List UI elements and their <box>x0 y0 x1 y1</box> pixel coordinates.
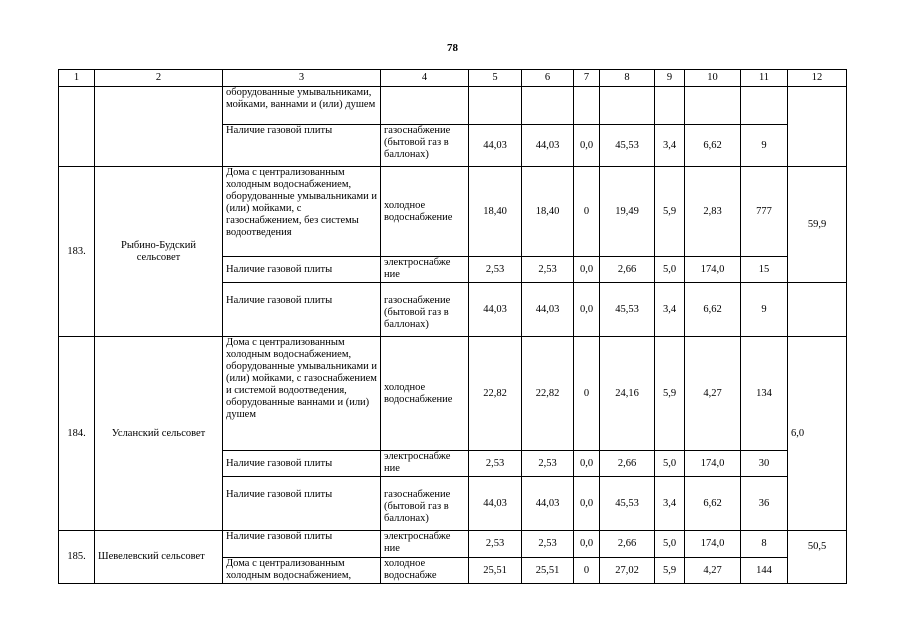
value-col6: 2,53 <box>522 531 574 558</box>
page-number: 78 <box>447 42 458 54</box>
service-type: холодное водоснабжение <box>381 167 469 257</box>
col-header: 7 <box>574 70 600 87</box>
col-header: 5 <box>469 70 522 87</box>
value-col11: 144 <box>741 558 788 584</box>
value-col12 <box>788 87 847 167</box>
value-col7: 0,0 <box>574 257 600 283</box>
settlement-number: 185. <box>59 531 95 584</box>
col-header: 12 <box>788 70 847 87</box>
housing-description: Наличие газовой плиты <box>223 477 381 531</box>
value-col12: 59,9 <box>788 167 847 283</box>
value-col7: 0 <box>574 337 600 451</box>
table-row <box>59 167 847 257</box>
col-header: 8 <box>600 70 655 87</box>
housing-description: Дома с централизованным холодным водоснабжением, <box>223 558 381 584</box>
value-col10: 174,0 <box>685 531 741 558</box>
housing-description: Дома с централизованным холодным водоснабжением, оборудованные умывальниками и (или) мойками, с газоснабжением и системой водоотведения, оборудованные ваннами и (или) душем <box>223 337 381 451</box>
col-header: 6 <box>522 70 574 87</box>
value-col10: 6,62 <box>685 477 741 531</box>
col-header: 9 <box>655 70 685 87</box>
value-col10: 174,0 <box>685 257 741 283</box>
value-col6: 44,03 <box>522 125 574 167</box>
settlement-number: 184. <box>59 337 95 531</box>
value-col7: 0,0 <box>574 531 600 558</box>
value-col7: 0,0 <box>574 477 600 531</box>
value-col5: 44,03 <box>469 125 522 167</box>
col-header: 1 <box>59 70 95 87</box>
value-col5: 44,03 <box>469 283 522 337</box>
value-col7: 0 <box>574 167 600 257</box>
value-col5: 44,03 <box>469 477 522 531</box>
header-row <box>59 70 847 87</box>
housing-description: Наличие газовой плиты <box>223 531 381 558</box>
value-col12: 50,5 <box>788 531 847 584</box>
value-col9: 5,9 <box>655 337 685 451</box>
value-col10: 4,27 <box>685 337 741 451</box>
value-col9: 3,4 <box>655 125 685 167</box>
housing-description: Наличие газовой плиты <box>223 125 381 167</box>
value-col9: 5,0 <box>655 257 685 283</box>
housing-description: оборудованные умывальниками, мойками, ваннами и (или) душем <box>223 87 381 125</box>
value-col6: 44,03 <box>522 283 574 337</box>
col-header: 4 <box>381 70 469 87</box>
value-col10: 6,62 <box>685 125 741 167</box>
value-col9: 5,9 <box>655 558 685 584</box>
housing-description: Наличие газовой плиты <box>223 451 381 477</box>
value-col5: 22,82 <box>469 337 522 451</box>
settlement-number-cell <box>59 87 95 167</box>
value-col11: 36 <box>741 477 788 531</box>
value-col8: 2,66 <box>600 531 655 558</box>
service-type: холодное водоснабже <box>381 558 469 584</box>
value-col6: 44,03 <box>522 477 574 531</box>
settlement-name-cell <box>95 87 223 167</box>
value-col9: 3,4 <box>655 283 685 337</box>
value-col11: 777 <box>741 167 788 257</box>
value-col7: 0 <box>574 558 600 584</box>
value-col7: 0,0 <box>574 283 600 337</box>
value-col6: 2,53 <box>522 257 574 283</box>
value-col7: 0,0 <box>574 125 600 167</box>
value-col8: 27,02 <box>600 558 655 584</box>
table-row <box>59 87 847 125</box>
housing-description: Наличие газовой плиты <box>223 283 381 337</box>
value-col8: 45,53 <box>600 283 655 337</box>
col-header: 10 <box>685 70 741 87</box>
value-col9: 5,9 <box>655 167 685 257</box>
value-col9: 5,0 <box>655 531 685 558</box>
value-col5: 2,53 <box>469 531 522 558</box>
value-col5: 25,51 <box>469 558 522 584</box>
value-col8: 45,53 <box>600 477 655 531</box>
value-col8: 45,53 <box>600 125 655 167</box>
value-col6: 2,53 <box>522 451 574 477</box>
value-col11: 30 <box>741 451 788 477</box>
table-row <box>59 531 847 558</box>
value-col8: 2,66 <box>600 451 655 477</box>
service-type: газоснабжение (бытовой газ в баллонах) <box>381 283 469 337</box>
value-col5: 2,53 <box>469 451 522 477</box>
settlement-name: Рыбино-Будский сельсовет <box>95 167 223 337</box>
value-col6: 18,40 <box>522 167 574 257</box>
value-col8: 2,66 <box>600 257 655 283</box>
value-col5: 18,40 <box>469 167 522 257</box>
value-col5: 2,53 <box>469 257 522 283</box>
value-col6: 22,82 <box>522 337 574 451</box>
value-col11: 134 <box>741 337 788 451</box>
service-type: электроснабже ние <box>381 531 469 558</box>
service-type: электроснабже ние <box>381 451 469 477</box>
value-col8: 19,49 <box>600 167 655 257</box>
value-col12: 6,0 <box>788 337 847 531</box>
service-type: газоснабжение (бытовой газ в баллонах) <box>381 477 469 531</box>
value-col10: 6,62 <box>685 283 741 337</box>
housing-description: Дома с централизованным холодным водоснабжением, оборудованные умывальниками и (или) мойками, с газоснабжением, без системы водоотведения <box>223 167 381 257</box>
service-type: газоснабжение (бытовой газ в баллонах) <box>381 125 469 167</box>
service-type: холодное водоснабжение <box>381 337 469 451</box>
settlement-number: 183. <box>59 167 95 337</box>
housing-description: Наличие газовой плиты <box>223 257 381 283</box>
value-col9: 5,0 <box>655 451 685 477</box>
value-col11: 8 <box>741 531 788 558</box>
settlement-name: Шевелевский сельсовет <box>95 531 223 584</box>
value-col11: 9 <box>741 125 788 167</box>
value-col7: 0,0 <box>574 451 600 477</box>
table-row <box>59 337 847 451</box>
col-header: 11 <box>741 70 788 87</box>
col-header: 2 <box>95 70 223 87</box>
value-col9: 3,4 <box>655 477 685 531</box>
tariff-table <box>58 69 847 584</box>
settlement-name: Усланский сельсовет <box>95 337 223 531</box>
value-col6: 25,51 <box>522 558 574 584</box>
value-col10: 174,0 <box>685 451 741 477</box>
service-type: электроснабже ние <box>381 257 469 283</box>
value-col11: 9 <box>741 283 788 337</box>
value-col8: 24,16 <box>600 337 655 451</box>
value-col10: 2,83 <box>685 167 741 257</box>
value-col10: 4,27 <box>685 558 741 584</box>
value-col11: 15 <box>741 257 788 283</box>
col-header: 3 <box>223 70 381 87</box>
